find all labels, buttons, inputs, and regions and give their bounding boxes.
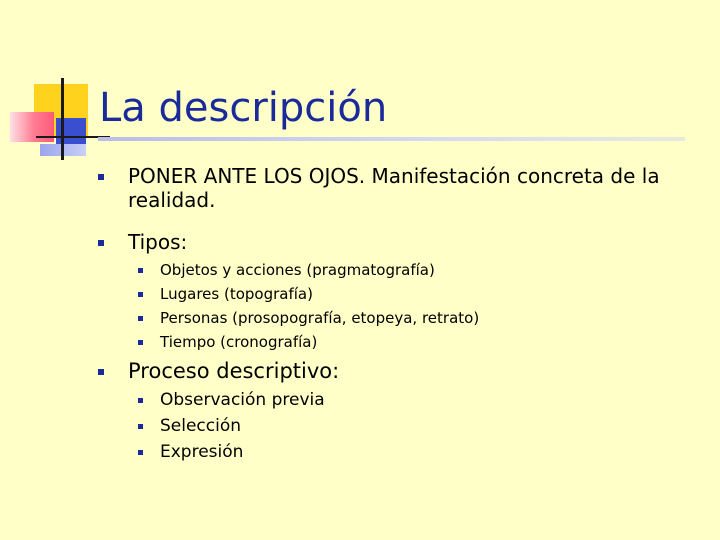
bullet-square-icon: [138, 398, 143, 403]
slide-logo-decoration: [0, 0, 110, 170]
bullet-square-icon: [138, 292, 143, 297]
bullet-square-icon: [98, 240, 104, 246]
bullet-square-icon: [138, 424, 143, 429]
bullet-square-icon: [138, 450, 143, 455]
sub-list-item: Expresión: [160, 442, 244, 462]
sub-list-item: Tiempo (cronografía): [160, 333, 318, 351]
list-item: Proceso descriptivo:: [128, 359, 340, 383]
sub-list-item: Observación previa: [160, 390, 325, 410]
bullet-square-icon: [98, 369, 104, 375]
bullet-square-icon: [98, 174, 104, 180]
vertical-line-decoration: [61, 78, 64, 160]
bullet-square-icon: [138, 268, 143, 273]
list-item: Tipos:: [128, 230, 188, 254]
list-item: PONER ANTE LOS OJOS. Manifestación concreta de la realidad.: [128, 164, 660, 212]
sub-list-item: Personas (prosopografía, etopeya, retrato): [160, 309, 480, 327]
bullet-square-icon: [138, 316, 143, 321]
slide-title: La descripción: [99, 85, 388, 131]
sub-list-item: Lugares (topografía): [160, 285, 313, 303]
sub-list-item: Objetos y acciones (pragmatografía): [160, 261, 435, 279]
sub-list-item: Selección: [160, 416, 242, 436]
bullet-square-icon: [138, 340, 143, 345]
title-underline: [98, 137, 685, 141]
